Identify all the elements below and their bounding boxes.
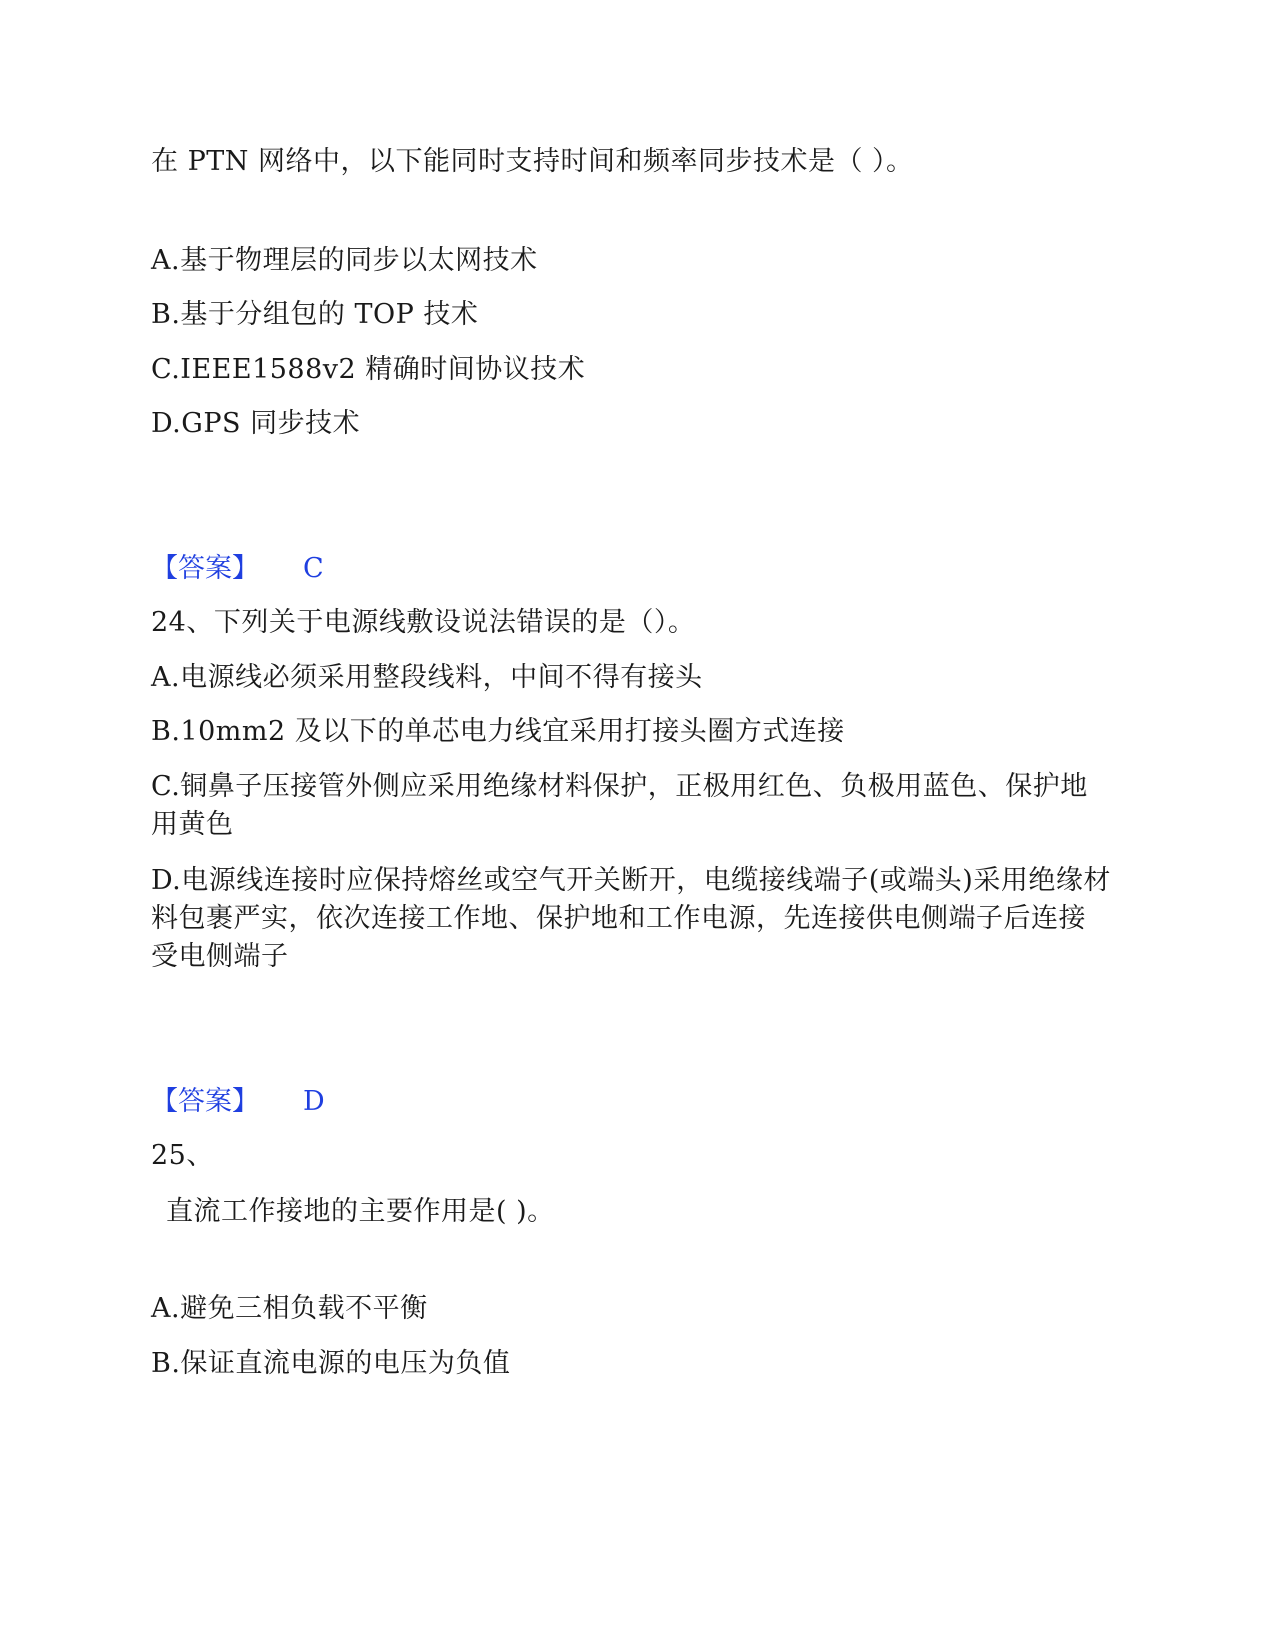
answer-label: 【答案】	[151, 553, 259, 584]
question-23-option-d: D.GPS 同步技术	[151, 408, 361, 439]
question-24-answer	[151, 1084, 325, 1120]
question-25-number: 25、	[151, 1140, 214, 1171]
question-24-option-a: A.电源线必须采用整段线料，中间不得有接头	[151, 662, 703, 693]
question-24-option-c: C.铜鼻子压接管外侧应采用绝缘材料保护，正极用红色、负极用蓝色、保护地用黄色	[151, 771, 1088, 840]
question-23-option-c: C.IEEE1588v2 精确时间协议技术	[151, 354, 586, 385]
question-24-stem: 24、下列关于电源线敷设说法错误的是（）。	[151, 607, 696, 638]
answer-value: D	[303, 1086, 325, 1117]
answer-value: C	[303, 553, 324, 584]
question-25-stem: 直流工作接地的主要作用是( )。	[166, 1196, 555, 1227]
question-24-option-b: B.10mm2 及以下的单芯电力线宜采用打接头圈方式连接	[151, 716, 845, 747]
question-25-option-b: B.保证直流电源的电压为负值	[151, 1348, 511, 1379]
question-23-option-b: B.基于分组包的 TOP 技术	[151, 299, 479, 330]
answer-label: 【答案】	[151, 1086, 259, 1117]
question-25-option-a: A.避免三相负载不平衡	[151, 1293, 428, 1324]
question-24-option-d: D.电源线连接时应保持熔丝或空气开关断开，电缆接线端子(或端头)采用绝缘材料包裹严实，依次连接工作地、保护地和工作电源，先连接供电侧端子后连接受电侧端子	[151, 865, 1111, 972]
question-23-answer	[151, 551, 324, 587]
question-23-option-a: A.基于物理层的同步以太网技术	[151, 245, 538, 276]
question-23-stem: 在 PTN 网络中，以下能同时支持时间和频率同步技术是（ ）。	[151, 146, 914, 177]
